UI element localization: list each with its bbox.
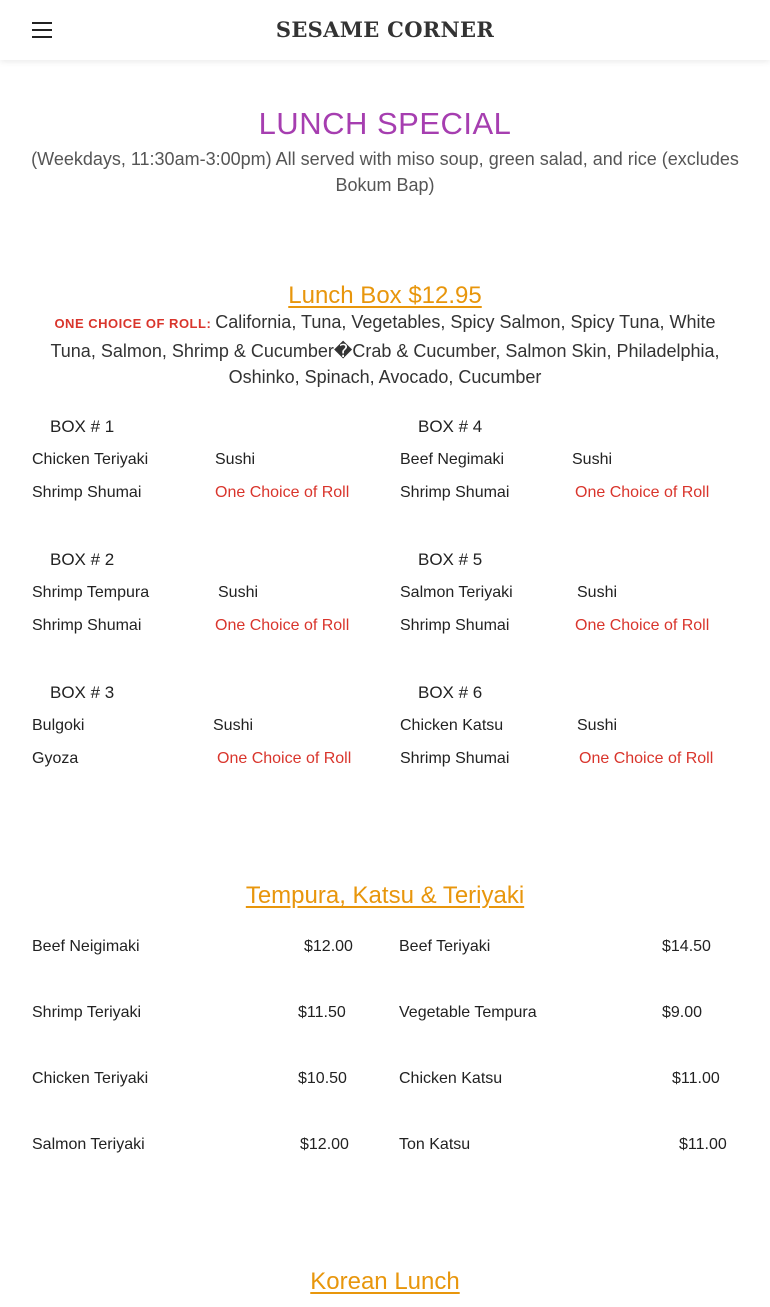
lunch-special-title: LUNCH SPECIAL xyxy=(258,106,512,141)
menu-item-price: $12.00 xyxy=(300,1136,349,1153)
box-3-main-item: Bulgoki xyxy=(32,717,85,734)
site-title-link[interactable]: SESAME CORNER xyxy=(275,17,495,42)
menu-item-name: Chicken Teriyaki xyxy=(32,1070,149,1087)
box-6-side-item: Shrimp Shumai xyxy=(400,750,510,767)
menu-item-name: Salmon Teriyaki xyxy=(32,1136,145,1153)
box-1-sushi: Sushi xyxy=(215,451,256,468)
roll-choices-label: ONE CHOICE OF ROLL: xyxy=(54,316,212,331)
box-3-sushi: Sushi xyxy=(213,717,254,734)
box-4-main-item: Beef Negimaki xyxy=(400,451,505,468)
box-2-sushi: Sushi xyxy=(218,584,259,601)
box-5-sushi: Sushi xyxy=(577,584,618,601)
menu-item-price: $12.00 xyxy=(304,938,353,955)
box-2-side-item: Shrimp Shumai xyxy=(32,617,142,634)
box-2-roll-choice: One Choice of Roll xyxy=(215,617,350,634)
menu-item-name: Beef Neigimaki xyxy=(32,938,140,955)
menu-item-price: $11.50 xyxy=(298,1004,346,1021)
box-4-label: BOX # 4 xyxy=(418,417,483,436)
box-5-main-item: Salmon Teriyaki xyxy=(400,584,513,601)
box-4-side-item: Shrimp Shumai xyxy=(400,484,510,501)
hamburger-menu-icon[interactable] xyxy=(32,22,52,38)
box-5-roll-choice: One Choice of Roll xyxy=(575,617,710,634)
menu-item-price: $11.00 xyxy=(679,1136,727,1153)
box-1-side-item: Shrimp Shumai xyxy=(32,484,142,501)
menu-item-price: $10.50 xyxy=(298,1070,347,1087)
box-4-roll-choice: One Choice of Roll xyxy=(575,484,710,501)
menu-item-name: Shrimp Teriyaki xyxy=(32,1004,142,1021)
box-3-label: BOX # 3 xyxy=(50,683,115,702)
box-6-label: BOX # 6 xyxy=(418,683,483,702)
lunch-box-title: Lunch Box $12.95 xyxy=(288,282,482,309)
box-2-main-item: Shrimp Tempura xyxy=(32,584,150,601)
roll-choices-list: California, Tuna, Vegetables, Spicy Salmon, Spicy Tuna, White Tuna, Salmon, Shrimp & Cucumber�Crab & Cucumber, Salmon Skin, Philadelphia, Oshinko, Spinach, Avocado, Cucumber xyxy=(50,312,720,387)
menu-item-price: $9.00 xyxy=(662,1004,703,1021)
menu-item-name: Vegetable Tempura xyxy=(399,1004,537,1021)
box-6-main-item: Chicken Katsu xyxy=(400,717,504,734)
menu-item-price: $11.00 xyxy=(672,1070,720,1087)
box-4-sushi: Sushi xyxy=(572,451,613,468)
box-1-label: BOX # 1 xyxy=(50,417,115,436)
menu-item-price: $14.50 xyxy=(662,938,711,955)
box-1-roll-choice: One Choice of Roll xyxy=(215,484,350,501)
menu-item-name: Beef Teriyaki xyxy=(399,938,491,955)
site-title xyxy=(0,0,770,60)
menu-item-name: Ton Katsu xyxy=(399,1136,471,1153)
box-5-label: BOX # 5 xyxy=(418,550,483,569)
site-header xyxy=(0,0,770,60)
box-3-side-item: Gyoza xyxy=(32,750,79,767)
tempura-section-title: Tempura, Katsu & Teriyaki xyxy=(245,882,525,909)
roll-choices-description xyxy=(0,309,770,391)
menu-item-name: Chicken Katsu xyxy=(399,1070,503,1087)
korean-lunch-title: Korean Lunch xyxy=(310,1268,460,1295)
lunch-special-subtitle: (Weekdays, 11:30am-3:00pm) All served with miso soup, green salad, and rice (excludes Bokum Bap) xyxy=(31,149,739,195)
box-3-roll-choice: One Choice of Roll xyxy=(217,750,352,767)
box-5-side-item: Shrimp Shumai xyxy=(400,617,510,634)
box-2-label: BOX # 2 xyxy=(50,550,115,569)
box-1-main-item: Chicken Teriyaki xyxy=(32,451,149,468)
box-6-roll-choice: One Choice of Roll xyxy=(579,750,714,767)
box-6-sushi: Sushi xyxy=(577,717,618,734)
